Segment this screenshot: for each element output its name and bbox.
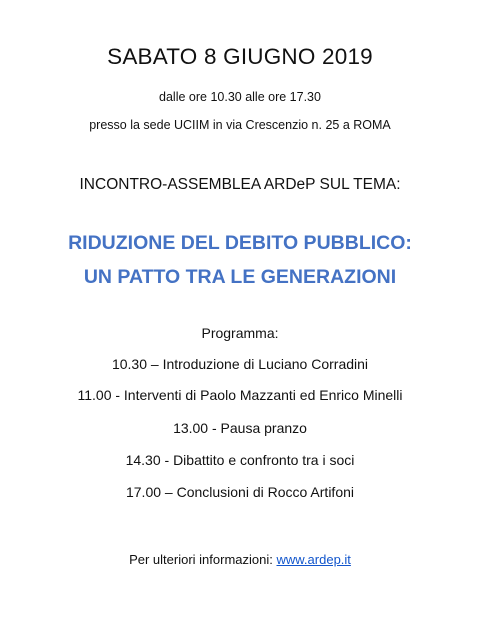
meeting-heading: INCONTRO-ASSEMBLEA ARDeP SUL TEMA: (79, 176, 401, 193)
event-date: SABATO 8 GIUGNO 2019 (107, 44, 373, 69)
programme-item: 17.00 – Conclusioni di Rocco Artifoni (125, 484, 355, 500)
more-info (0, 552, 480, 567)
programme-item: 10.30 – Introduzione di Luciano Corradini (111, 356, 369, 372)
theme-title-line-2: UN PATTO TRA LE GENERAZIONI (83, 266, 397, 288)
programme-item: 14.30 - Dibattito e confronto tra i soci (125, 452, 355, 468)
more-info-label: Per ulteriori informazioni: (129, 552, 277, 567)
programme-item: 13.00 - Pausa pranzo (173, 420, 307, 436)
event-venue: presso la sede UCIIM in via Crescenzio n. 25 a ROMA (89, 118, 391, 132)
programme-label: Programma: (201, 325, 279, 341)
website-link[interactable]: www.ardep.it (276, 552, 351, 567)
event-hours: dalle ore 10.30 alle ore 17.30 (159, 90, 321, 104)
programme-item: 11.00 - Interventi di Paolo Mazzanti ed Enrico Minelli (77, 387, 403, 403)
theme-title-line-1: RIDUZIONE DEL DEBITO PUBBLICO: (68, 232, 412, 254)
